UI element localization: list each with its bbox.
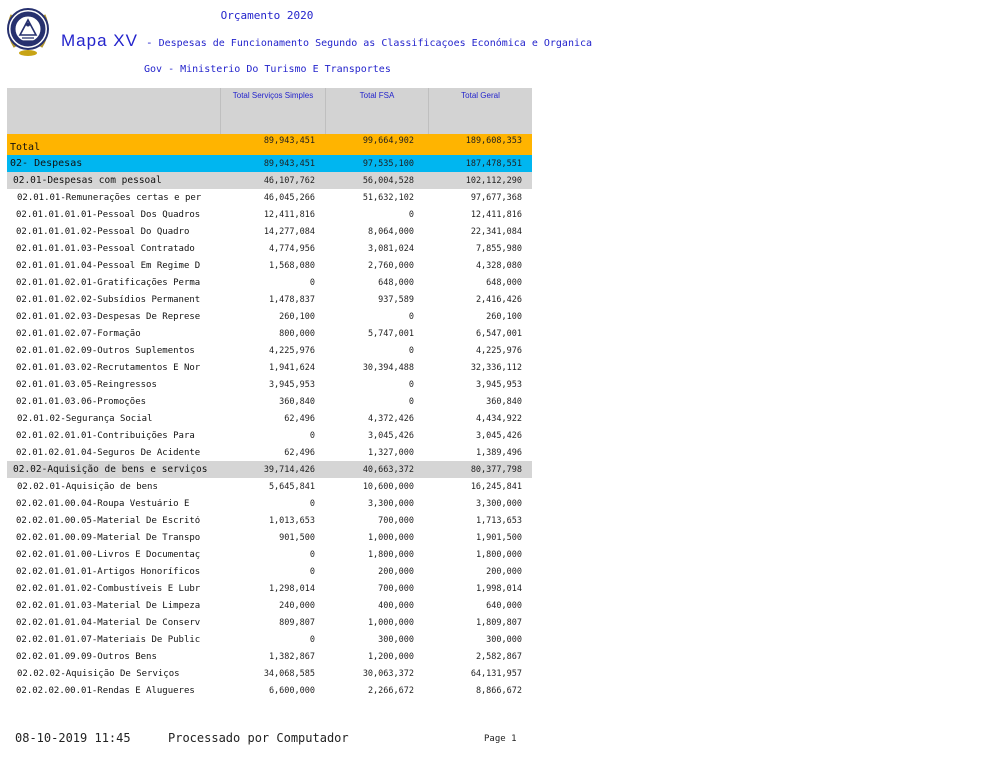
- table-row: [7, 444, 532, 461]
- table-row: [7, 478, 532, 495]
- cell-total-geral: 1,800,000: [475, 549, 522, 560]
- cell-total-servicos-simples: 240,000: [279, 600, 315, 611]
- cell-total-fsa: 700,000: [378, 583, 414, 594]
- table-row: [7, 308, 532, 325]
- cell-total-servicos-simples: 14,277,084: [263, 226, 315, 237]
- table-row: [7, 631, 532, 648]
- row-label: 02.02.01.00.04-Roupa Vestuário E: [16, 498, 190, 509]
- cell-total-fsa: 97,535,100: [362, 158, 414, 169]
- cell-total-geral: 187,478,551: [465, 158, 522, 169]
- table-row: [7, 240, 532, 257]
- row-label: 02.02.01.01.04-Material De Conserv: [16, 617, 201, 628]
- cell-total-fsa: 0: [408, 209, 414, 220]
- cell-total-geral: 648,000: [486, 277, 522, 288]
- row-label: 02- Despesas: [10, 158, 83, 169]
- cell-total-servicos-simples: 4,225,976: [268, 345, 315, 356]
- cell-total-geral: 300,000: [486, 634, 522, 645]
- cell-total-fsa: 1,200,000: [367, 651, 414, 662]
- cell-total-geral: 640,000: [486, 600, 522, 611]
- table-row: [7, 342, 532, 359]
- table-header-row: [7, 88, 532, 134]
- cell-total-fsa: 51,632,102: [362, 192, 414, 203]
- table-row: [7, 155, 532, 172]
- cell-total-fsa: 3,045,426: [367, 430, 414, 441]
- cell-total-servicos-simples: 39,714,426: [263, 464, 315, 475]
- cell-total-servicos-simples: 260,100: [279, 311, 315, 322]
- cell-total-fsa: 3,081,024: [367, 243, 414, 254]
- cell-total-fsa: 0: [408, 379, 414, 390]
- table-body: [7, 134, 532, 699]
- row-label: 02.01.01.02.09-Outros Suplementos: [16, 345, 195, 356]
- cell-total-geral: 2,582,867: [475, 651, 522, 662]
- row-label: 02.01.01.01.03-Pessoal Contratado: [16, 243, 195, 254]
- cell-total-fsa: 700,000: [378, 515, 414, 526]
- cell-total-fsa: 200,000: [378, 566, 414, 577]
- cell-total-servicos-simples: 6,600,000: [268, 685, 315, 696]
- cell-total-geral: 260,100: [486, 311, 522, 322]
- row-label: 02.01.01.01.04-Pessoal Em Regime D: [16, 260, 201, 271]
- table-row: [7, 325, 532, 342]
- table-row: [7, 410, 532, 427]
- cell-total-fsa: 1,327,000: [367, 447, 414, 458]
- cell-total-servicos-simples: 62,496: [284, 413, 315, 424]
- table-row: [7, 376, 532, 393]
- cell-total-servicos-simples: 1,941,624: [268, 362, 315, 373]
- table-row: [7, 427, 532, 444]
- cell-total-servicos-simples: 1,298,014: [268, 583, 315, 594]
- cell-total-servicos-simples: 0: [309, 498, 315, 509]
- cell-total-geral: 8,866,672: [475, 685, 522, 696]
- cell-total-fsa: 0: [408, 345, 414, 356]
- cell-total-servicos-simples: 62,496: [284, 447, 315, 458]
- cell-total-servicos-simples: 1,568,080: [268, 260, 315, 271]
- cell-total-geral: 4,434,922: [475, 413, 522, 424]
- cell-total-servicos-simples: 0: [309, 549, 315, 560]
- table-row: [7, 665, 532, 682]
- table-row: [7, 512, 532, 529]
- cell-total-fsa: 300,000: [378, 634, 414, 645]
- organization-line: Gov - Ministerio Do Turismo E Transportes: [144, 64, 391, 75]
- cell-total-servicos-simples: 0: [309, 634, 315, 645]
- cell-total-servicos-simples: 3,945,953: [268, 379, 315, 390]
- map-title-line: [61, 31, 592, 51]
- cell-total-geral: 1,389,496: [475, 447, 522, 458]
- cell-total-geral: 3,945,953: [475, 379, 522, 390]
- cell-total-fsa: 1,000,000: [367, 617, 414, 628]
- table-row: [7, 257, 532, 274]
- row-label: 02.02.01.01.02-Combustíveis E Lubr: [16, 583, 201, 594]
- cell-total-geral: 102,112,290: [465, 175, 522, 186]
- row-label: 02.02.01.00.09-Material De Transpo: [16, 532, 201, 543]
- footer-datetime: 08-10-2019 11:45: [15, 731, 131, 745]
- cell-total-geral: 1,809,807: [475, 617, 522, 628]
- row-label: 02.02.01.00.05-Material De Escritó: [16, 515, 201, 526]
- header-label-spacer: [7, 88, 220, 134]
- table-row: [7, 172, 532, 189]
- row-label: 02.01-Despesas com pessoal: [13, 175, 162, 186]
- cell-total-fsa: 30,394,488: [362, 362, 414, 373]
- table-row: [7, 648, 532, 665]
- cell-total-geral: 64,131,957: [470, 668, 522, 679]
- cell-total-geral: 360,840: [486, 396, 522, 407]
- table-row: [7, 206, 532, 223]
- cell-total-servicos-simples: 34,068,585: [263, 668, 315, 679]
- table-row: [7, 597, 532, 614]
- row-label: 02.01.01.02.03-Despesas De Represe: [16, 311, 201, 322]
- row-label: 02.01.01.03.06-Promoções: [16, 396, 147, 407]
- cell-total-geral: 1,998,014: [475, 583, 522, 594]
- footer-processed-by: Processado por Computador: [168, 731, 349, 745]
- cell-total-fsa: 56,004,528: [362, 175, 414, 186]
- cell-total-geral: 4,225,976: [475, 345, 522, 356]
- table-row: [7, 291, 532, 308]
- cell-total-geral: 6,547,001: [475, 328, 522, 339]
- row-label: 02.02.01.01.07-Materiais De Public: [16, 634, 201, 645]
- cell-total-servicos-simples: 0: [309, 430, 315, 441]
- cell-total-fsa: 8,064,000: [367, 226, 414, 237]
- row-label: 02.02.01.01.00-Livros E Documentaç: [16, 549, 201, 560]
- table-row: [7, 563, 532, 580]
- row-label: 02.01.02.01.04-Seguros De Acidente: [16, 447, 201, 458]
- table-row: [7, 614, 532, 631]
- table-row: [7, 461, 532, 478]
- cell-total-fsa: 99,664,902: [362, 136, 414, 146]
- cell-total-fsa: 648,000: [378, 277, 414, 288]
- row-label: 02.01.01.03.02-Recrutamentos E Nor: [16, 362, 201, 373]
- cell-total-fsa: 0: [408, 311, 414, 322]
- cell-total-fsa: 937,589: [378, 294, 414, 305]
- row-label: 02.02.01-Aquisição de bens: [17, 481, 158, 492]
- cell-total-servicos-simples: 12,411,816: [263, 209, 315, 220]
- cell-total-servicos-simples: 89,943,451: [263, 136, 315, 146]
- cell-total-geral: 97,677,368: [470, 192, 522, 203]
- column-header-total-fsa: Total FSA: [325, 88, 428, 134]
- cell-total-servicos-simples: 1,382,867: [268, 651, 315, 662]
- row-label: Total: [10, 142, 41, 153]
- cell-total-geral: 12,411,816: [470, 209, 522, 220]
- cell-total-servicos-simples: 901,500: [279, 532, 315, 543]
- cell-total-fsa: 1,800,000: [367, 549, 414, 560]
- map-title: Mapa XV: [61, 31, 138, 50]
- cell-total-fsa: 5,747,001: [367, 328, 414, 339]
- cell-total-geral: 3,045,426: [475, 430, 522, 441]
- cell-total-fsa: 4,372,426: [367, 413, 414, 424]
- table-row: [7, 223, 532, 240]
- row-label: 02.01.01.01.01-Pessoal Dos Quadros: [16, 209, 201, 220]
- cell-total-geral: 3,300,000: [475, 498, 522, 509]
- cell-total-geral: 80,377,798: [470, 464, 522, 475]
- cell-total-servicos-simples: 0: [309, 566, 315, 577]
- row-label: 02.01.01.02.07-Formação: [16, 328, 141, 339]
- map-subtitle: Despesas de Funcionamento Segundo as Classificaçoes Económica e Organica: [158, 38, 593, 49]
- cell-total-fsa: 2,266,672: [367, 685, 414, 696]
- row-label: 02.02.02-Aquisição De Serviços: [17, 668, 180, 679]
- cell-total-fsa: 30,063,372: [362, 668, 414, 679]
- title-dash: -: [145, 36, 153, 49]
- table-row: [7, 189, 532, 206]
- table-row: [7, 359, 532, 376]
- table-row: [7, 393, 532, 410]
- row-label: 02.02.01.01.01-Artigos Honoríficos: [16, 566, 201, 577]
- cell-total-servicos-simples: 46,107,762: [263, 175, 315, 186]
- cell-total-geral: 189,608,353: [465, 136, 522, 146]
- cell-total-servicos-simples: 1,478,837: [268, 294, 315, 305]
- row-label: 02.02.01.01.03-Material De Limpeza: [16, 600, 201, 611]
- cell-total-servicos-simples: 5,645,841: [268, 481, 315, 492]
- table-row: [7, 546, 532, 563]
- cell-total-geral: 4,328,080: [475, 260, 522, 271]
- budget-table: [7, 88, 532, 699]
- table-row: [7, 580, 532, 597]
- cell-total-servicos-simples: 4,774,956: [268, 243, 315, 254]
- table-row: [7, 134, 532, 155]
- cell-total-servicos-simples: 46,045,266: [263, 192, 315, 203]
- cell-total-servicos-simples: 800,000: [279, 328, 315, 339]
- cell-total-servicos-simples: 1,013,653: [268, 515, 315, 526]
- cell-total-geral: 1,713,653: [475, 515, 522, 526]
- cell-total-fsa: 400,000: [378, 600, 414, 611]
- cell-total-fsa: 1,000,000: [367, 532, 414, 543]
- cell-total-geral: 22,341,084: [470, 226, 522, 237]
- row-label: 02.01.02-Segurança Social: [17, 413, 153, 424]
- table-row: [7, 682, 532, 699]
- cell-total-geral: 16,245,841: [470, 481, 522, 492]
- cell-total-fsa: 0: [408, 396, 414, 407]
- row-label: 02.02.02.00.01-Rendas E Alugueres: [16, 685, 195, 696]
- row-label: 02.01.01.01.02-Pessoal Do Quadro: [16, 226, 190, 237]
- cell-total-geral: 2,416,426: [475, 294, 522, 305]
- row-label: 02.01.01.02.01-Gratificações Perma: [16, 277, 201, 288]
- row-label: 02.02.01.09.09-Outros Bens: [16, 651, 157, 662]
- cell-total-geral: 7,855,980: [475, 243, 522, 254]
- cell-total-servicos-simples: 809,807: [279, 617, 315, 628]
- cell-total-servicos-simples: 360,840: [279, 396, 315, 407]
- cell-total-fsa: 2,760,000: [367, 260, 414, 271]
- cell-total-geral: 1,901,500: [475, 532, 522, 543]
- cell-total-geral: 200,000: [486, 566, 522, 577]
- footer-page-number: Page 1: [484, 734, 517, 744]
- cell-total-fsa: 3,300,000: [367, 498, 414, 509]
- table-row: [7, 495, 532, 512]
- row-label: 02.01.01.02.02-Subsídios Permanent: [16, 294, 201, 305]
- cell-total-servicos-simples: 0: [309, 277, 315, 288]
- cell-total-fsa: 40,663,372: [362, 464, 414, 475]
- cell-total-fsa: 10,600,000: [362, 481, 414, 492]
- row-label: 02.02-Aquisição de bens e serviços: [13, 464, 208, 475]
- cell-total-servicos-simples: 89,943,451: [263, 158, 315, 169]
- row-label: 02.01.01-Remunerações certas e per: [17, 192, 202, 203]
- row-label: 02.01.01.03.05-Reingressos: [16, 379, 157, 390]
- row-label: 02.01.02.01.01-Contribuições Para: [16, 430, 195, 441]
- column-header-total-geral: Total Geral: [428, 88, 532, 134]
- column-header-total-servicos-simples: Total Serviços Simples: [220, 88, 325, 134]
- cell-total-geral: 32,336,112: [470, 362, 522, 373]
- table-row: [7, 274, 532, 291]
- table-row: [7, 529, 532, 546]
- page-title: Orçamento 2020: [220, 9, 314, 22]
